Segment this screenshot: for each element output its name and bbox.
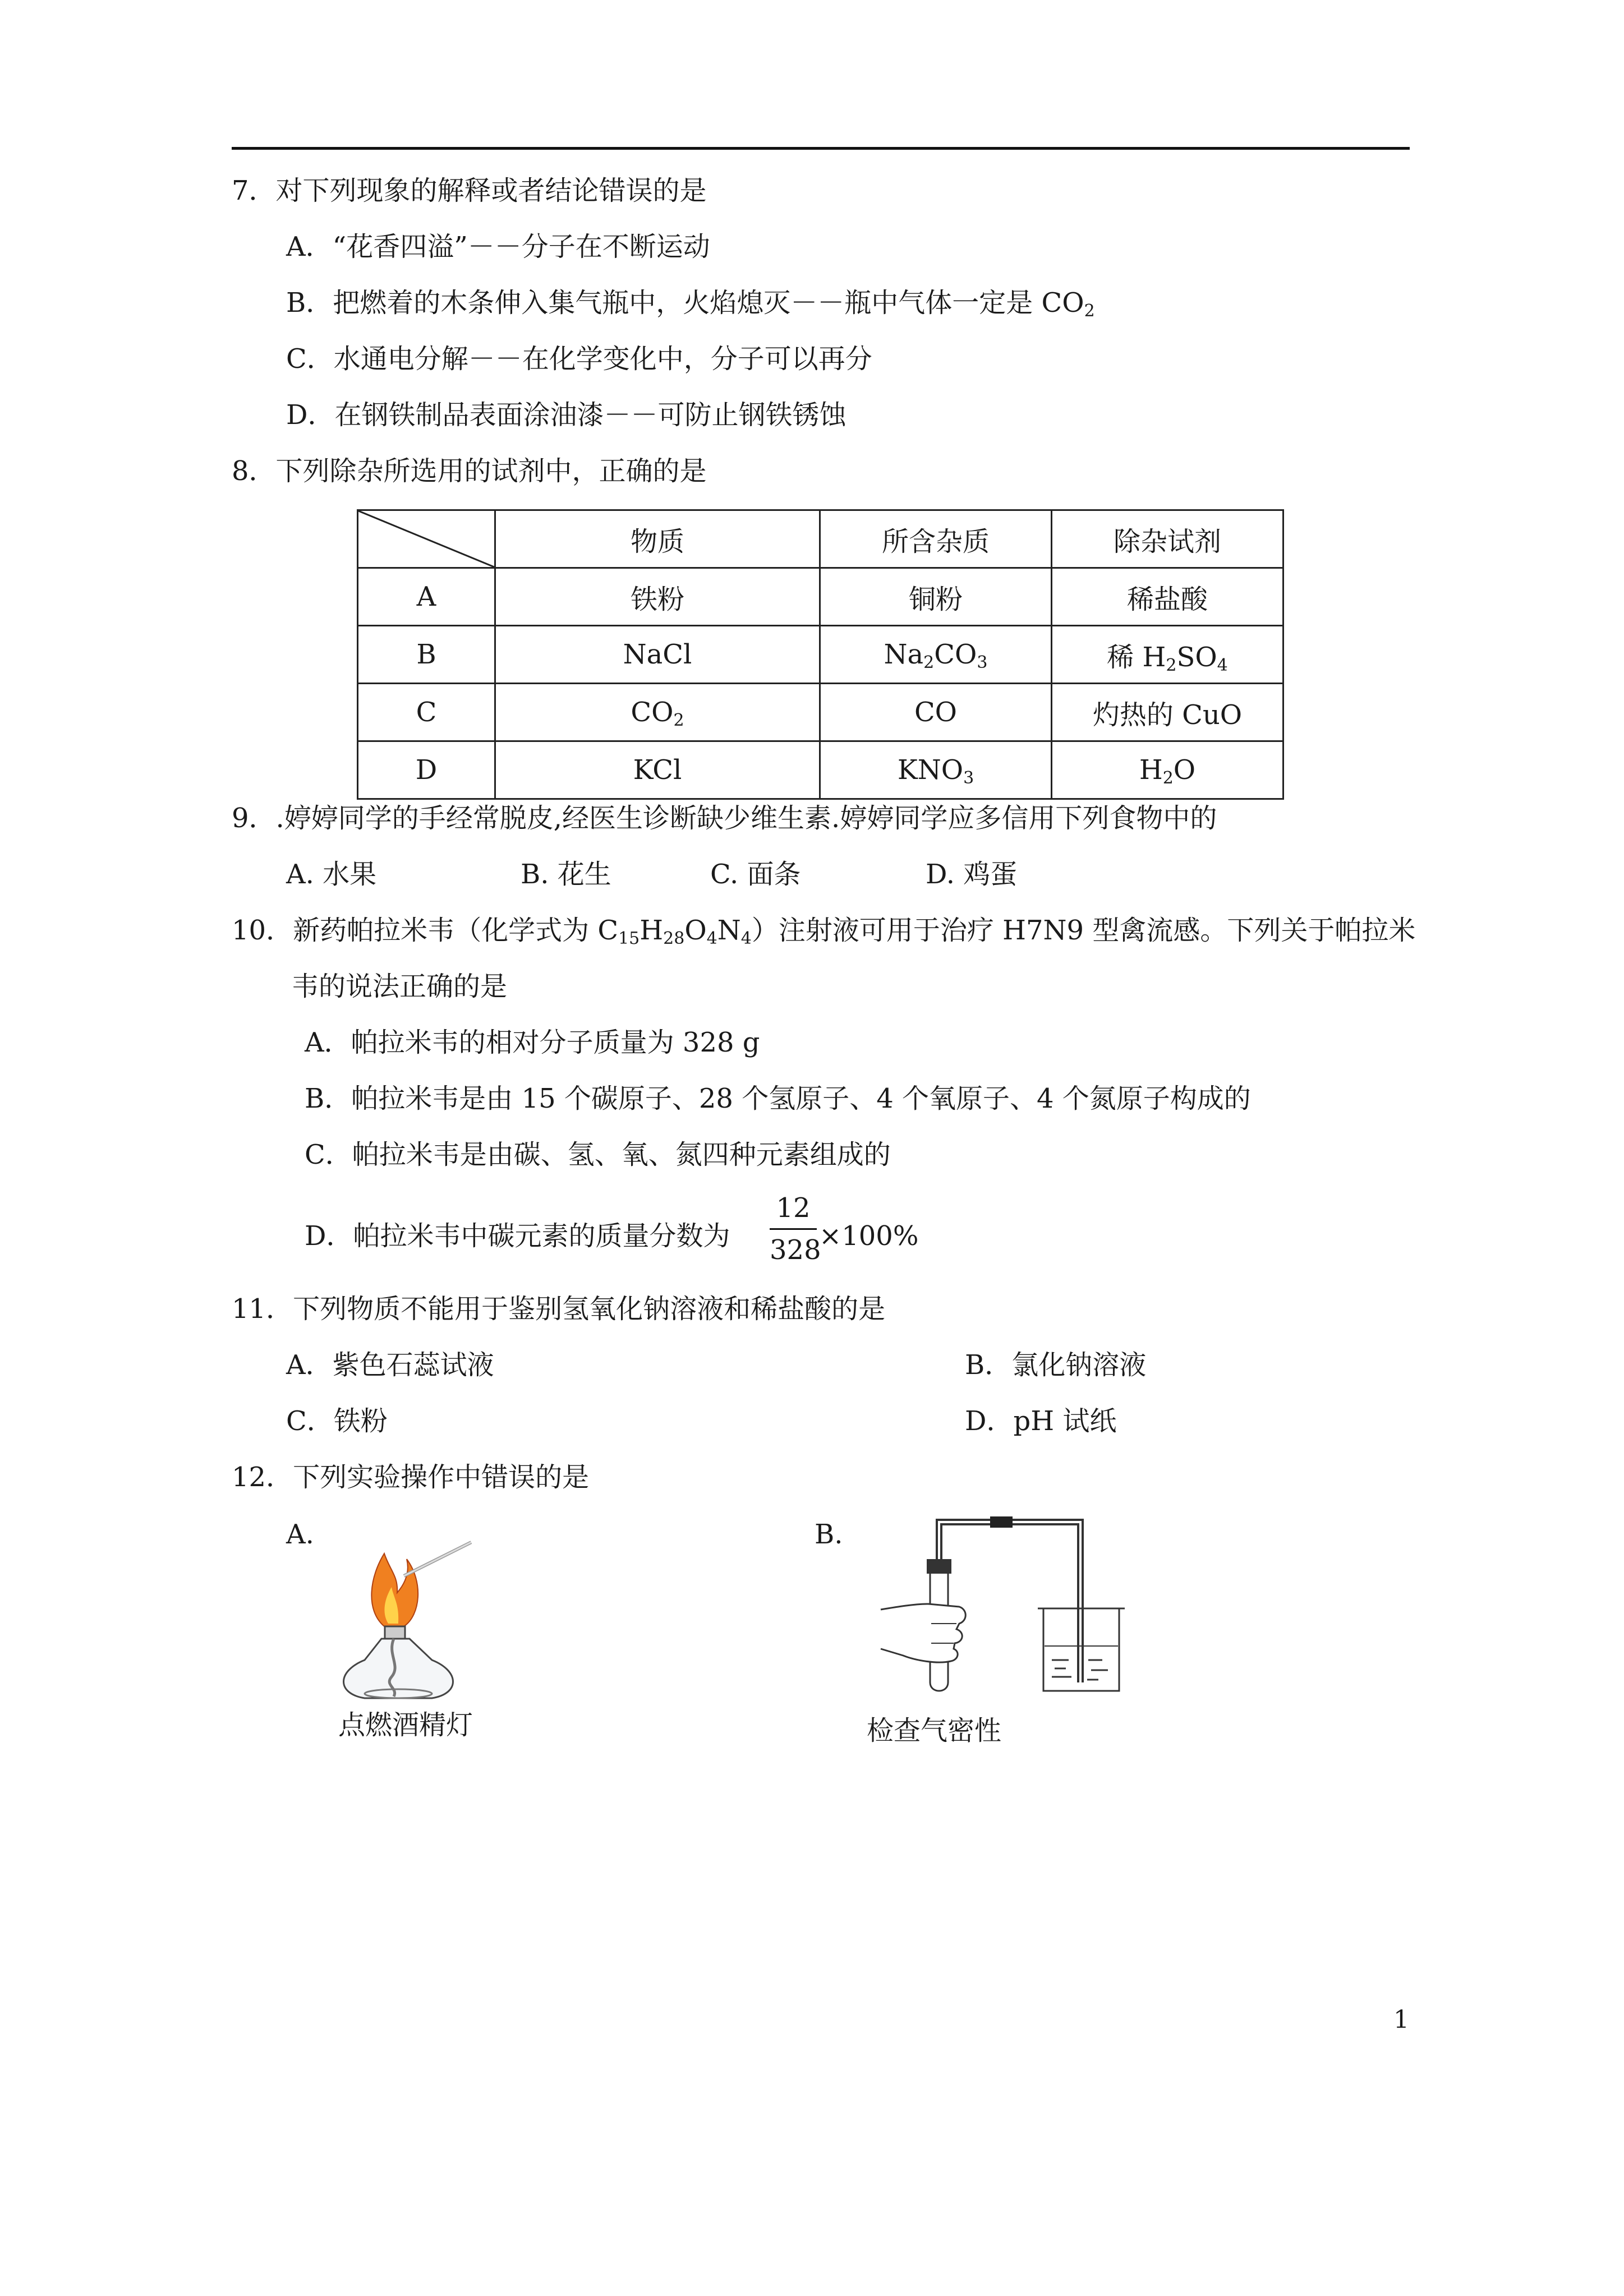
q9-option-a: A. 水果 (286, 859, 377, 890)
cell-impurity: CO (820, 684, 1052, 741)
q9-option-c: C. 面条 (710, 859, 801, 890)
table-row (358, 741, 1283, 799)
cell-reagent: 稀盐酸 (1052, 568, 1283, 626)
header-reagent: 除杂试剂 (1052, 510, 1283, 568)
table-row (358, 568, 1283, 626)
q9-stem: 9．.婷婷同学的手经常脱皮,经医生诊断缺少维生素.婷婷同学应多信用下列食物中的 (232, 803, 1217, 834)
q7-option-c: C．水通电分解－－在化学变化中，分子可以再分 (286, 343, 872, 375)
cell-reagent: 灼热的 CuO (1052, 684, 1283, 741)
table-row (358, 684, 1283, 741)
q11-option-d: D．pH 试纸 (965, 1405, 1117, 1437)
airtightness-check-illustration (869, 1509, 1128, 1699)
header-rule (232, 147, 1410, 150)
diagonal-header-cell (358, 510, 495, 568)
row-label: A (358, 568, 495, 626)
q10-option-d: D．帕拉米韦中碳元素的质量分数为 (305, 1220, 730, 1252)
cell-impurity: 铜粉 (820, 568, 1052, 626)
header-substance: 物质 (495, 510, 820, 568)
q11-option-a: A．紫色石蕊试液 (286, 1349, 494, 1381)
diagonal-line (358, 511, 494, 567)
q10-stem-line2: 韦的说法正确的是 (292, 971, 508, 1002)
fraction-bar (770, 1228, 817, 1230)
q10-option-d-suffix: ×100% (819, 1220, 919, 1252)
q8-stem: 8．下列除杂所选用的试剂中，正确的是 (232, 455, 707, 487)
q10-fraction (770, 1192, 821, 1266)
fraction-denominator: 328 (770, 1234, 821, 1266)
q12-stem: 12．下列实验操作中错误的是 (232, 1461, 590, 1493)
q12-option-b-label: B. (815, 1519, 843, 1550)
q10-option-b: B．帕拉米韦是由 15 个碳原子、28 个氢原子、4 个氧原子、4 个氮原子构成的 (305, 1083, 1251, 1114)
q12-option-a-label: A. (286, 1519, 314, 1550)
q11-stem: 11．下列物质不能用于鉴别氢氧化钠溶液和稀盐酸的是 (232, 1293, 886, 1325)
q10-stem: 10．新药帕拉米韦（化学式为 $C_{15}H_{28}O_4N_4$）注射液可用于治疗 H7N9 型禽流感。下列关于帕拉米 (232, 915, 1416, 948)
table-row (358, 626, 1283, 684)
q12-option-a-caption: 点燃酒精灯 (338, 1709, 473, 1741)
cell-impurity: $KNO_3$ (820, 741, 1052, 799)
table-header-row (358, 510, 1283, 568)
row-label: C (358, 684, 495, 741)
cell-impurity: $Na_2CO_3$ (820, 626, 1052, 684)
q11-option-b: B．氯化钠溶液 (965, 1349, 1147, 1381)
cell-reagent: $H_2O$ (1052, 741, 1283, 799)
header-impurity: 所含杂质 (820, 510, 1052, 568)
cell-substance: NaCl (495, 626, 820, 684)
cell-substance: KCl (495, 741, 820, 799)
q9-option-b: B. 花生 (521, 859, 611, 890)
cell-reagent: 稀 $H_2SO_4$ (1052, 626, 1283, 684)
q11-option-c: C．铁粉 (286, 1405, 388, 1437)
q10-option-a: A．帕拉米韦的相对分子质量为 328 g (305, 1027, 760, 1058)
q9-option-d: D. 鸡蛋 (926, 859, 1018, 890)
cell-substance: 铁粉 (495, 568, 820, 626)
q8-table (357, 509, 1284, 800)
page-number: 1 (1393, 2005, 1409, 2034)
q12-option-b-caption: 检查气密性 (867, 1715, 1002, 1746)
row-label: D (358, 741, 495, 799)
q7-option-b: B．把燃着的木条伸入集气瓶中，火焰熄灭－－瓶中气体一定是 $CO_2$ (286, 287, 1095, 321)
q7-stem: 7．对下列现象的解释或者结论错误的是 (232, 175, 707, 206)
row-label: B (358, 626, 495, 684)
alcohol-lamp-illustration (331, 1509, 477, 1699)
cell-substance: $CO_2$ (495, 684, 820, 741)
fraction-numerator: 12 (776, 1192, 811, 1224)
q7-option-a: A．“花香四溢”－－分子在不断运动 (286, 231, 710, 262)
q10-option-c: C．帕拉米韦是由碳、氢、氧、氮四种元素组成的 (305, 1139, 891, 1170)
q7-option-d: D．在钢铁制品表面涂油漆－－可防止钢铁锈蚀 (286, 399, 846, 431)
